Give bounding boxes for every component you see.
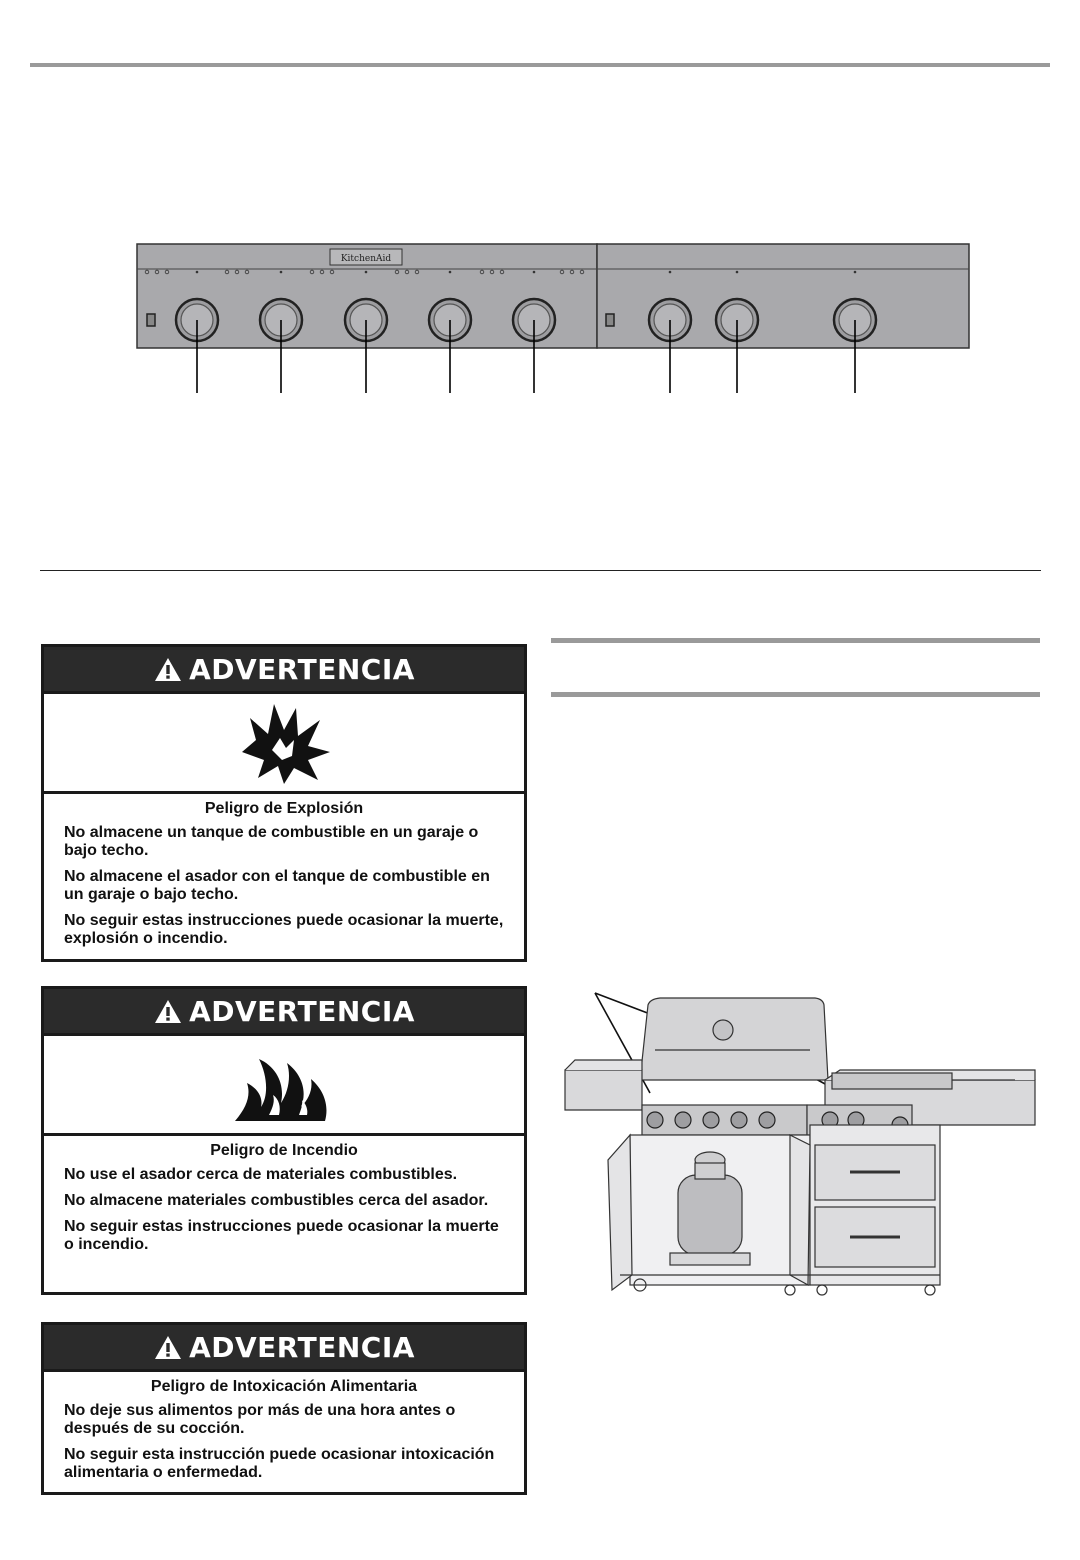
right-rule-bottom (551, 692, 1040, 697)
warning-line: No seguir estas instrucciones puede ocasionar la muerte o incendio. (64, 1218, 499, 1253)
warning-title: ADVERTENCIA (189, 994, 415, 1028)
warning-line: No deje sus alimentos por más de una hora antes o después de su cocción. (64, 1402, 456, 1437)
warning-header (44, 989, 524, 1036)
warning-triangle-icon (153, 656, 183, 683)
warning-line: No use el asador cerca de materiales combustibles. (64, 1166, 458, 1183)
warning-line: No almacene materiales combustibles cerca del asador. (64, 1192, 489, 1209)
fire-icon (44, 1036, 524, 1136)
right-rule-top (551, 638, 1040, 643)
hazard-title: Peligro de Incendio (210, 1142, 358, 1159)
warning-body (44, 1372, 524, 1498)
grill-illustration (560, 985, 1050, 1300)
warning-body (44, 1136, 524, 1270)
hazard-title: Peligro de Explosión (204, 800, 364, 817)
hazard-title: Peligro de Intoxicación Alimentaria (150, 1378, 418, 1395)
warning-body (44, 794, 524, 964)
top-rule (30, 63, 1050, 67)
explosion-icon (44, 694, 524, 794)
section-divider (40, 570, 1041, 571)
warning-line: No seguir esta instrucción puede ocasionar intoxicación alimentaria o enfermedad. (64, 1446, 495, 1481)
panel-brand-logo: KitchenAid (340, 254, 392, 264)
warning-explosion (41, 644, 527, 962)
warning-fire (41, 986, 527, 1295)
warning-header (44, 1325, 524, 1372)
warning-title: ADVERTENCIA (189, 652, 415, 686)
warning-triangle-icon (153, 998, 183, 1025)
control-panel-diagram (130, 235, 980, 400)
warning-line: No almacene un tanque de combustible en un garaje o bajo techo. (64, 824, 479, 859)
warning-line: No almacene el asador con el tanque de combustible en un garaje o bajo techo. (64, 868, 490, 903)
warning-triangle-icon (153, 1334, 183, 1361)
warning-header (44, 647, 524, 694)
warning-food-poisoning (41, 1322, 527, 1495)
control-panel-drawing (130, 235, 980, 400)
grill-drawing (560, 985, 1050, 1300)
warning-line: No seguir estas instrucciones puede ocasionar la muerte, explosión o incendio. (64, 912, 504, 947)
warning-title: ADVERTENCIA (189, 1330, 415, 1364)
